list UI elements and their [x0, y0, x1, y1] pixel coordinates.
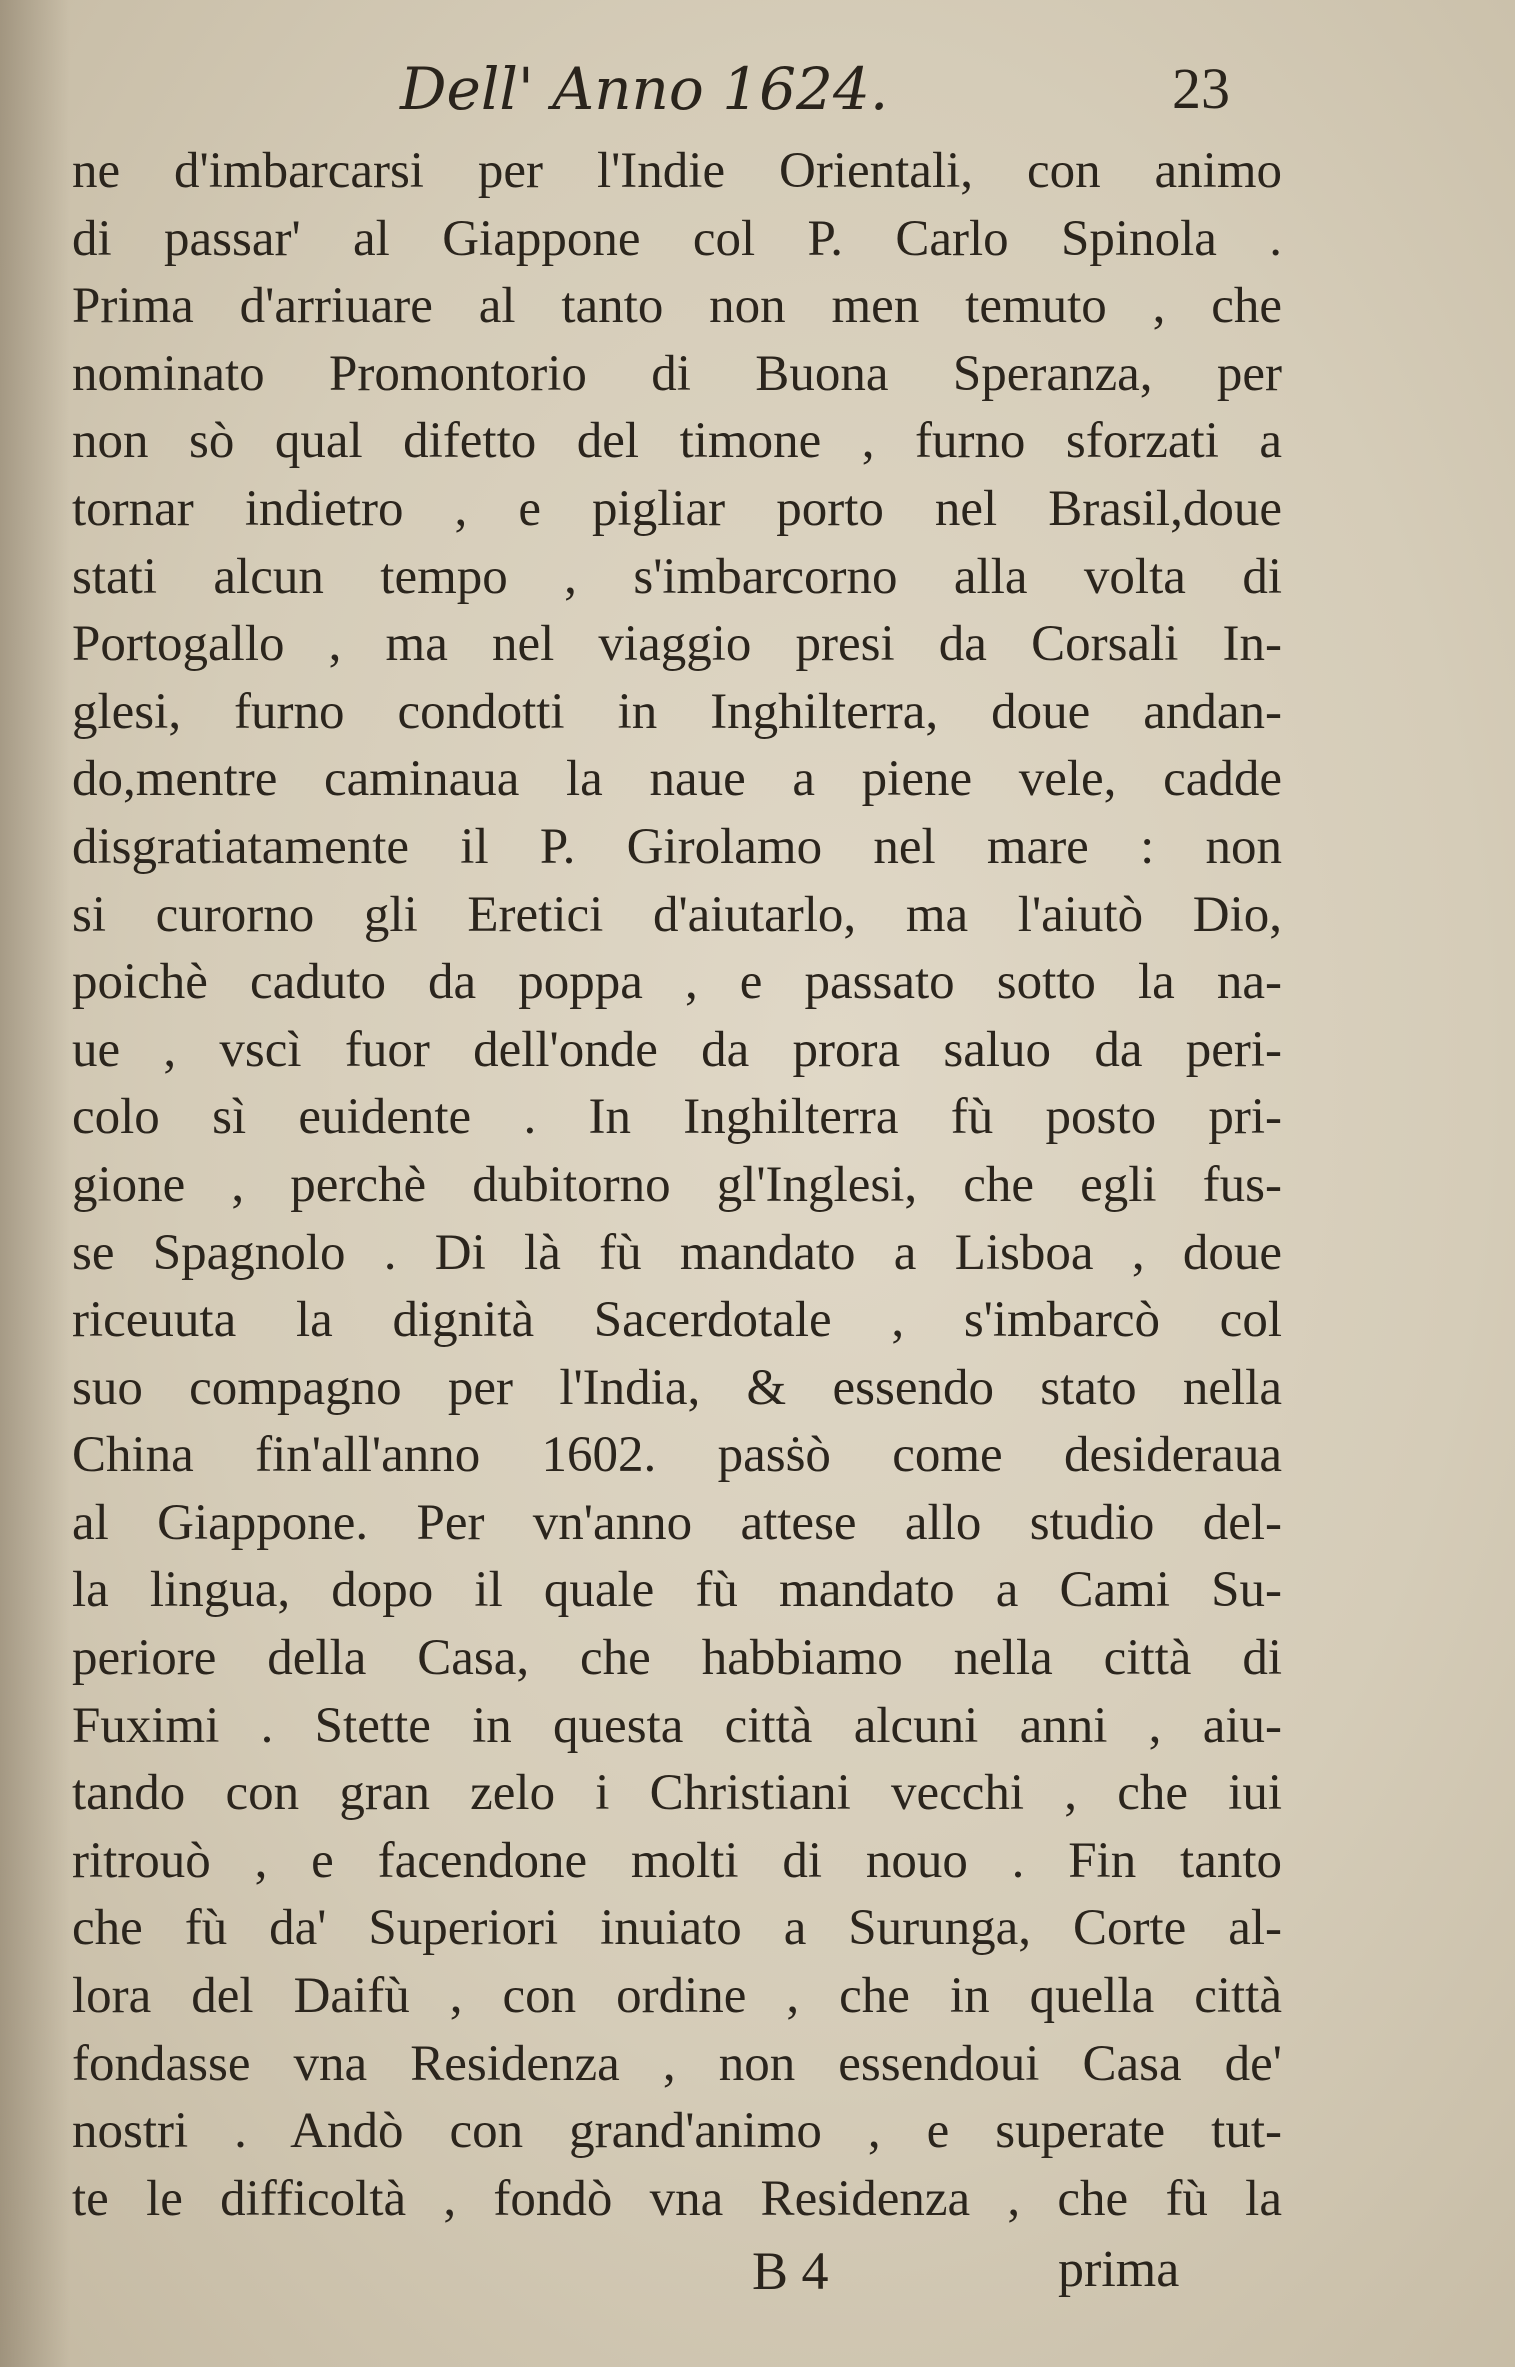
- text-line: disgratiatamente il P. Girolamo nel mare : non: [72, 818, 1282, 875]
- text-line: periore della Casa, che habbiamo nella città di: [72, 1630, 1282, 1687]
- text-line: che fù da' Superiori inuiato a Surunga, Corte al-: [72, 1900, 1282, 1957]
- text-line: si curorno gli Eretici d'aiutarlo, ma l'aiutò Dio,: [72, 886, 1282, 943]
- text-line: ritrouò , e facendone molti di nouo . Fin tanto: [72, 1832, 1282, 1889]
- text-line: tando con gran zelo i Christiani vecchi , che iui: [72, 1765, 1282, 1822]
- text-line: glesi, furno condotti in Inghilterra, doue andan-: [72, 683, 1282, 740]
- text-line: te le difficoltà , fondò vna Residenza , che fù la: [72, 2170, 1282, 2227]
- text-line: nostri . Andò con grand'animo , e superate tut-: [72, 2103, 1282, 2160]
- text-line: Fuximi . Stette in questa città alcuni anni , aiu-: [72, 1697, 1282, 1754]
- page-header: [0, 55, 1515, 135]
- text-line: nominato Promontorio di Buona Speranza, per: [72, 345, 1282, 402]
- text-line: poichè caduto da poppa , e passato sotto la na-: [72, 954, 1282, 1011]
- text-line: riceuuta la dignità Sacerdotale , s'imbarcò col: [72, 1292, 1282, 1349]
- text-line: gione , perchè dubitorno gl'Inglesi, che egli fus-: [72, 1156, 1282, 1213]
- text-line: colo sì euidente . In Inghilterra fù posto pri-: [72, 1089, 1282, 1146]
- text-line: al Giappone. Per vn'anno attese allo studio del-: [72, 1494, 1282, 1551]
- text-line: tornar indietro , e pigliar porto nel Brasil,doue: [72, 480, 1282, 537]
- text-line: Prima d'arriuare al tanto non men temuto , che: [72, 278, 1282, 335]
- text-line: fondasse vna Residenza , non essendoui Casa de': [72, 2035, 1282, 2092]
- text-line: Portogallo , ma nel viaggio presi da Corsali In-: [72, 616, 1282, 673]
- text-line: ne d'imbarcarsi per l'Indie Orientali, con animo: [72, 143, 1282, 199]
- running-head: Dell' Anno 1624.: [400, 55, 889, 123]
- catchword: prima: [1058, 2241, 1180, 2298]
- text-line: China fin'all'anno 1602. pasṡò come desideraua: [72, 1427, 1282, 1484]
- spine-shadow: [0, 0, 70, 2367]
- text-line: ue , vscì fuor dell'onde da prora saluo da peri-: [72, 1021, 1282, 1078]
- signature-mark: B 4: [752, 2241, 829, 2301]
- text-line: suo compagno per l'India, & essendo stato nella: [72, 1359, 1282, 1416]
- text-line: se Spagnolo . Di là fù mandato a Lisboa , doue: [72, 1224, 1282, 1281]
- body-text: [72, 138, 1282, 2233]
- page-footer: [0, 2240, 1515, 2320]
- text-line: do,mentre caminaua la naue a piene vele, cadde: [72, 751, 1282, 808]
- page-number: 23: [1172, 56, 1230, 121]
- text-line: stati alcun tempo , s'imbarcorno alla volta di: [72, 548, 1282, 605]
- text-line: di passar' al Giappone col P. Carlo Spinola .: [72, 210, 1282, 267]
- text-line: non sò qual difetto del timone , furno sforzati a: [72, 413, 1282, 470]
- text-line: la lingua, dopo il quale fù mandato a Cami Su-: [72, 1562, 1282, 1619]
- text-line: lora del Daifù , con ordine , che in quella città: [72, 1968, 1282, 2025]
